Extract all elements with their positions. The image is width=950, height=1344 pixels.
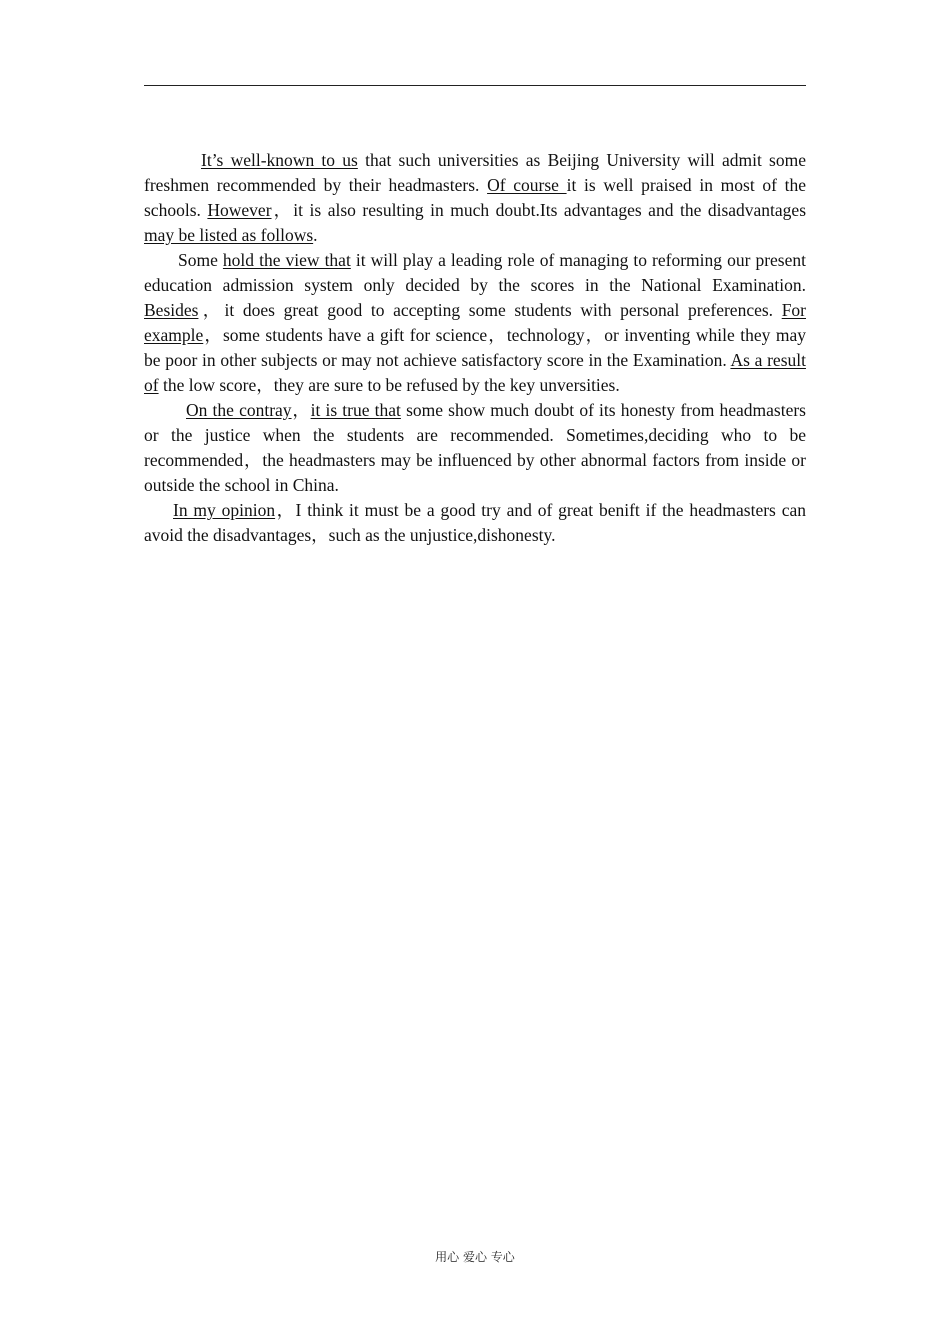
text-run: it will play a leading role of managing to reforming our present education admission system only decided by the scores in the National Examination. (144, 250, 806, 295)
text-run: ，it does great good to accepting some students with personal preferences. (198, 300, 782, 320)
paragraph-4 (144, 498, 806, 548)
paragraph-1 (144, 148, 806, 248)
paragraph-3 (144, 398, 806, 498)
text-run: it is well praised in most of the schools. (144, 175, 806, 220)
text-run: ，some students have a gift for science，technology，or inventing while they may be poor in other subjects or may not achieve satisfactory score in the Examination. (144, 325, 806, 370)
text-run: Some (178, 250, 223, 270)
text-run: ， (291, 400, 311, 420)
essay-body (144, 148, 806, 548)
phrase-on-the-contray: On the contray (186, 400, 292, 420)
phrase-besides: Besides (144, 300, 199, 320)
phrase-however: However (207, 200, 272, 220)
phrase-of-course: Of course (487, 175, 567, 195)
phrase-it-is-true-that: it is true that (310, 400, 401, 420)
phrase-may-be-listed: may be listed as follows (144, 225, 314, 245)
header-rule (144, 85, 806, 86)
phrase-its-well-known: It’s well-known to us (201, 150, 358, 170)
phrase-in-my-opinion: In my opinion (173, 500, 276, 520)
phrase-hold-the-view: hold the view that (222, 250, 351, 270)
text-run: ，I think it must be a good try and of great benift if the headmasters can avoid the disadvantages，such as the unjustice,dishonesty. (144, 500, 806, 545)
text-run: . (313, 225, 318, 245)
paragraph-2 (144, 248, 806, 398)
text-run: that such universities as Beijing University will admit some freshmen recommended by their headmasters. (144, 150, 806, 195)
text-run: ，it is also resulting in much doubt.Its advantages and the disadvantages (271, 200, 807, 220)
phrase-for-example: For example (144, 300, 806, 345)
text-run: some show much doubt of its honesty from headmasters or the justice when the students are recommended. Sometimes,deciding who to be recommended，the headmasters may be influenced by other abnormal factors from inside or outside the school in China. (144, 400, 806, 495)
text-run: the low score，they are sure to be refused by the key unversities. (158, 375, 620, 395)
page-footer: 用心 爱心 专心 (435, 1250, 515, 1264)
phrase-as-a-result-of: As a result of (144, 350, 806, 395)
